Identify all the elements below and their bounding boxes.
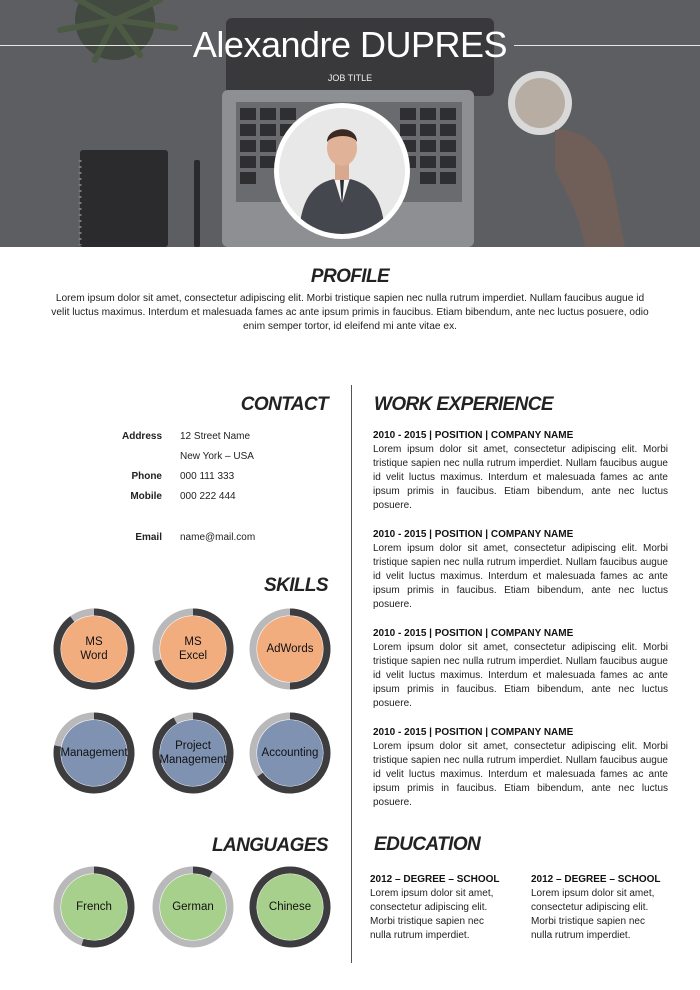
header-banner	[0, 0, 700, 247]
skill-label: Accounting	[261, 747, 319, 759]
job-header: 2010 - 2015 | POSITION | COMPANY NAME	[373, 430, 574, 441]
skill-circle	[152, 608, 234, 690]
email-value: name@mail.com	[180, 532, 256, 543]
profile-heading: PROFILE	[310, 266, 390, 287]
job-entry	[373, 429, 668, 513]
job-entry	[373, 726, 668, 810]
skill-circle	[53, 608, 135, 690]
skill-label: Management	[60, 747, 128, 759]
job-header: 2010 - 2015 | POSITION | COMPANY NAME	[373, 628, 574, 639]
address-line-1: 12 Street Name	[180, 431, 251, 442]
column-divider	[351, 385, 352, 963]
education-description: Lorem ipsum dolor sit amet, consectetur adipiscing elit. Morbi tristique sapien nec nulla rutrum imperdiet.	[531, 888, 655, 941]
skill-label: MS Excel	[178, 636, 208, 662]
skill-circle	[249, 712, 331, 794]
education-header: 2012 – DEGREE – SCHOOL	[531, 874, 661, 885]
languages-heading: LANGUAGES	[212, 835, 328, 856]
job-description: Lorem ipsum dolor sit amet, consectetur adipiscing elit. Morbi tristique sapien nec nulla rutrum imperdiet. Nullam faucibus augue id velit luctus maximus. Interdum et malesuada fames ac ante ipsum primis in faucibus. Etiam bibendum, ante nec luctus posuere.	[373, 543, 668, 610]
mobile-value: 000 222 444	[180, 491, 236, 502]
notebook-decoration	[80, 150, 168, 247]
pen-decoration	[194, 160, 200, 247]
skill-circle	[152, 712, 234, 794]
work-experience-heading: WORK EXPERIENCE	[374, 394, 553, 415]
job-description: Lorem ipsum dolor sit amet, consectetur adipiscing elit. Morbi tristique sapien nec nulla rutrum imperdiet. Nullam faucibus augue id velit luctus maximus. Interdum et malesuada fames ac ante ipsum primis in faucibus. Etiam bibendum, ante nec luctus posuere.	[373, 444, 668, 511]
education-header: 2012 – DEGREE – SCHOOL	[370, 874, 500, 885]
phone-value: 000 111 333	[180, 471, 235, 482]
language-circle	[152, 866, 234, 948]
avatar	[279, 108, 405, 234]
language-label: German	[172, 901, 214, 913]
profile-photo	[274, 103, 410, 239]
job-title: JOB TITLE	[327, 73, 373, 83]
skill-circle	[249, 608, 331, 690]
job-entry	[373, 528, 668, 612]
job-header: 2010 - 2015 | POSITION | COMPANY NAME	[373, 529, 574, 540]
job-header: 2010 - 2015 | POSITION | COMPANY NAME	[373, 727, 574, 738]
contact-heading: CONTACT	[240, 394, 328, 415]
address-label: Address	[121, 431, 162, 442]
language-circle	[249, 866, 331, 948]
skill-label: Project Management	[159, 740, 227, 766]
mobile-label: Mobile	[130, 491, 162, 502]
address-line-2: New York – USA	[180, 451, 254, 462]
phone-label: Phone	[131, 471, 162, 482]
skill-label: MS Word	[80, 636, 108, 662]
education-entry	[370, 873, 505, 943]
skill-circle	[53, 712, 135, 794]
candidate-name: Alexandre DUPRES	[192, 24, 508, 65]
language-circle	[53, 866, 135, 948]
language-label: Chinese	[268, 901, 312, 913]
education-entry	[531, 873, 666, 943]
email-label: Email	[135, 532, 162, 543]
job-description: Lorem ipsum dolor sit amet, consectetur adipiscing elit. Morbi tristique sapien nec nulla rutrum imperdiet. Nullam faucibus augue id velit luctus maximus. Interdum et malesuada fames ac ante ipsum primis in faucibus. Etiam bibendum, ante nec luctus posuere.	[373, 642, 668, 709]
job-description: Lorem ipsum dolor sit amet, consectetur adipiscing elit. Morbi tristique sapien nec nulla rutrum imperdiet. Nullam faucibus augue id velit luctus maximus. Interdum et malesuada fames ac ante ipsum primis in faucibus. Etiam bibendum, ante nec luctus posuere.	[373, 741, 668, 808]
job-entry	[373, 627, 668, 711]
language-label: French	[76, 901, 112, 913]
education-heading: EDUCATION	[374, 834, 481, 855]
skills-heading: SKILLS	[264, 575, 328, 596]
education-description: Lorem ipsum dolor sit amet, consectetur adipiscing elit. Morbi tristique sapien nec nulla rutrum imperdiet.	[370, 888, 494, 941]
profile-summary: Lorem ipsum dolor sit amet, consectetur adipiscing elit. Morbi tristique sapien nec nulla rutrum imperdiet. Nullam faucibus augue id velit luctus maximus. Interdum et malesuada fames ac ante ipsum primis in faucibus. Etiam bibendum, ante nec luctus posuere, odio enim semper tortor, id eleifend mi ante vitae ex.	[51, 293, 649, 332]
skill-label: AdWords	[266, 643, 314, 655]
